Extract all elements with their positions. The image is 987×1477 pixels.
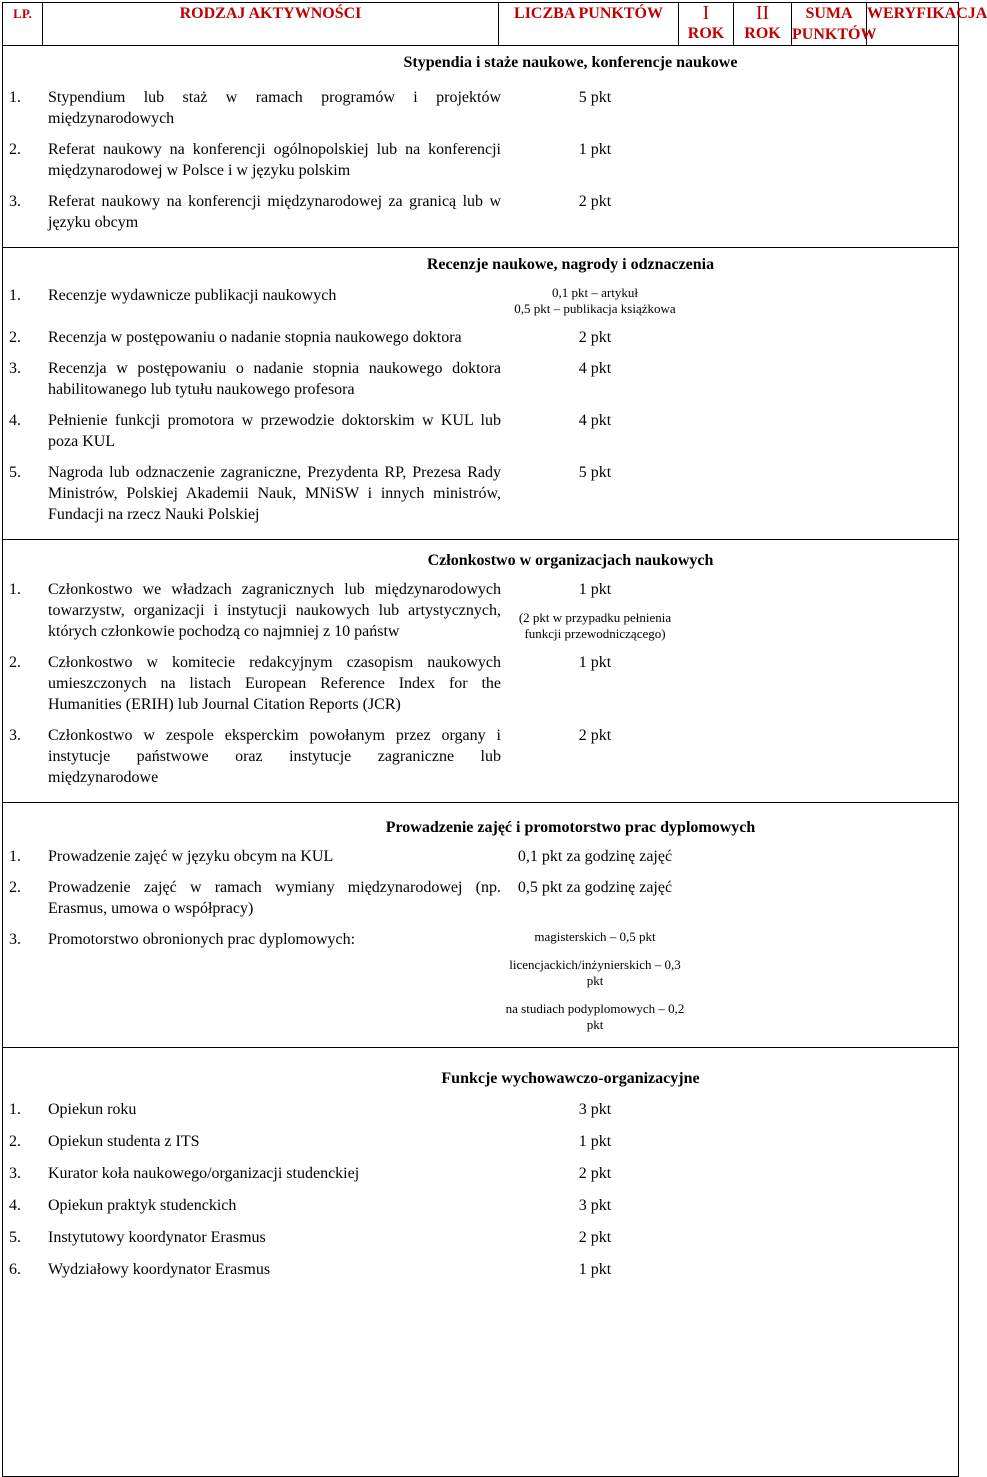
header-rodzaj: RODZAJ AKTYWNOŚCI (43, 3, 499, 46)
sections-container (3, 46, 958, 1280)
header-lp: LP. (3, 3, 43, 46)
activity-table (2, 2, 987, 1477)
item-number: 2. (9, 654, 21, 671)
item-points (501, 1099, 689, 1120)
item-number: 1. (9, 581, 21, 598)
item-text: Opiekun praktyk studenckich (48, 1197, 237, 1214)
item-number: 1. (9, 287, 21, 304)
header-suma-line2: PUNKTÓW (792, 26, 877, 43)
item-text: Nagroda lub odznaczenie zagraniczne, Prezydenta RP, Prezesa Rady Ministrów, Polskiej Akademii Nauk, MNiSW i innych ministrów, Fundacji na rzecz Nauki Polskiej (48, 464, 501, 523)
item-points (501, 462, 689, 525)
item-number: 1. (9, 1101, 21, 1118)
item-text: Kurator koła naukowego/organizacji studenckiej (48, 1165, 360, 1182)
section (3, 46, 958, 233)
item-points (501, 1163, 689, 1184)
item-points-value: 1 pkt (578, 654, 612, 671)
body-row (3, 46, 959, 1477)
item-number: 4. (9, 412, 21, 429)
list-item (3, 1099, 958, 1120)
item-number: 3. (9, 360, 21, 377)
item-points (501, 191, 689, 233)
section-title: Recenzje naukowe, nagrody i odznaczenia (426, 256, 715, 273)
item-points-value: 5 pkt (578, 464, 612, 481)
item-text: Wydziałowy koordynator Erasmus (48, 1261, 271, 1278)
header-rok2-label: ROK (744, 25, 781, 42)
header-rok1-label: ROK (687, 25, 725, 42)
item-number: 1. (9, 848, 21, 865)
item-points (501, 725, 689, 788)
item-points-value: 2 pkt (578, 727, 612, 744)
item-number: 3. (9, 931, 21, 948)
list-item (3, 1131, 958, 1152)
item-points-value: 2 pkt (578, 1229, 612, 1246)
item-points-note: 0,5 pkt – publikacja książkowa (514, 301, 676, 316)
item-number: 3. (9, 193, 21, 210)
item-text: Promotorstwo obronionych prac dyplomowych: (48, 931, 356, 948)
header-rok1-numeral: I (702, 2, 710, 24)
list-item (3, 725, 958, 788)
item-points (501, 327, 689, 348)
item-number: 2. (9, 329, 21, 346)
item-points-value: 2 pkt (578, 1165, 612, 1182)
list-item (3, 579, 958, 642)
list-item (3, 87, 958, 129)
header-row (3, 3, 959, 46)
item-points (501, 1131, 689, 1152)
item-points-value: 1 pkt (578, 581, 612, 598)
item-points (501, 929, 689, 1033)
list-item (3, 139, 958, 181)
item-points (501, 139, 689, 181)
item-number: 2. (9, 1133, 21, 1150)
item-points-value: magisterskich – 0,5 pkt (534, 929, 656, 944)
item-number: 3. (9, 1165, 21, 1182)
item-number: 5. (9, 464, 21, 481)
section (3, 539, 958, 788)
item-points-note: na studiach podyplomowych – 0,2 pkt (505, 1001, 685, 1032)
list-item (3, 191, 958, 233)
list-item (3, 358, 958, 400)
item-text: Członkostwo we władzach zagranicznych lub międzynarodowych towarzystw, organizacji i instytucji naukowych lub artystycznych, których członkowie pochodzą co najmniej z 10 państw (48, 581, 501, 640)
header-rok2 (734, 3, 792, 46)
item-text: Członkostwo w zespole eksperckim powołanym przez organy i instytucje państwowe oraz instytucje zagraniczne lub międzynarodowe (48, 727, 501, 786)
header-rok2-numeral: II (755, 2, 770, 24)
list-item (3, 1195, 958, 1216)
list-item (3, 652, 958, 715)
item-text: Pełnienie funkcji promotora w przewodzie doktorskim w KUL lub poza KUL (48, 412, 501, 450)
item-points-value: 4 pkt (578, 360, 612, 377)
item-points (501, 1227, 689, 1248)
header-suma (792, 3, 877, 46)
list-item (3, 1227, 958, 1248)
section (3, 247, 958, 525)
list-item (3, 285, 958, 317)
item-number: 1. (9, 89, 21, 106)
item-points-value: 1 pkt (578, 1133, 612, 1150)
item-points-value: 0,1 pkt – artykuł (552, 285, 638, 300)
item-points (501, 358, 689, 400)
item-number: 5. (9, 1229, 21, 1246)
item-points-value: 3 pkt (578, 1101, 612, 1118)
item-points (501, 579, 689, 642)
body-cell (3, 46, 959, 1477)
list-item (3, 410, 958, 452)
activity-points-document (2, 2, 987, 1471)
item-points (501, 846, 689, 867)
item-text: Recenzja w postępowaniu o nadanie stopnia naukowego doktora habilitowanego lub tytułu naukowego profesora (48, 360, 501, 398)
list-item (3, 877, 958, 919)
list-item (3, 929, 958, 1033)
item-points (501, 652, 689, 715)
item-text: Recenzja w postępowaniu o nadanie stopnia naukowego doktora (48, 329, 462, 346)
item-number: 2. (9, 879, 21, 896)
list-item (3, 846, 958, 867)
list-item (3, 327, 958, 348)
item-text: Referat naukowy na konferencji ogólnopolskiej lub na konferencji międzynarodowej w Polsce i w języku polskim (48, 141, 501, 179)
item-points-value: 5 pkt (578, 89, 612, 106)
header-suma-line1: SUMA (805, 5, 853, 22)
item-points-value: 3 pkt (578, 1197, 612, 1214)
section-title: Prowadzenie zajęć i promotorstwo prac dyplomowych (385, 819, 756, 836)
item-points-value: 2 pkt (578, 329, 612, 346)
header-liczba: LICZBA PUNKTÓW (499, 3, 679, 46)
header-weryfikacja: WERYFIKACJA (867, 3, 959, 46)
section (3, 802, 958, 1033)
section (3, 1047, 958, 1280)
item-points (501, 1195, 689, 1216)
list-item (3, 462, 958, 525)
item-points-value: 0,1 pkt za godzinę zajęć (517, 848, 673, 865)
item-points-note: (2 pkt w przypadku pełnienia funkcji przewodniczącego) (518, 610, 672, 641)
list-item (3, 1259, 958, 1280)
item-number: 3. (9, 727, 21, 744)
header-rok1 (679, 3, 734, 46)
item-points (501, 1259, 689, 1280)
section-title: Stypendia i staże naukowe, konferencje naukowe (403, 54, 738, 71)
list-item (3, 1163, 958, 1184)
item-text: Stypendium lub staż w ramach programów i projektów międzynarodowych (48, 89, 501, 127)
item-number: 4. (9, 1197, 21, 1214)
item-points-value: 2 pkt (578, 193, 612, 210)
item-points (501, 285, 689, 317)
item-text: Instytutowy koordynator Erasmus (48, 1229, 266, 1246)
item-points-value: 1 pkt (578, 1261, 612, 1278)
item-points (501, 87, 689, 129)
item-number: 6. (9, 1261, 21, 1278)
item-number: 2. (9, 141, 21, 158)
item-text: Członkostwo w komitecie redakcyjnym czasopism naukowych umieszczonych na listach European Reference Index for the Humanities (ERIH) lub Journal Citation Reports (JCR) (48, 654, 501, 713)
item-text: Opiekun studenta z ITS (48, 1133, 200, 1150)
item-points-value: 1 pkt (578, 141, 612, 158)
item-points-value: 0,5 pkt za godzinę zajęć (517, 879, 673, 896)
item-points (501, 410, 689, 452)
item-text: Referat naukowy na konferencji międzynarodowej za granicą lub w języku obcym (48, 193, 501, 231)
item-points-note: licencjackich/inżynierskich – 0,3 pkt (509, 957, 681, 988)
item-points (501, 877, 689, 919)
section-title: Funkcje wychowawczo-organizacyjne (441, 1070, 700, 1087)
item-text: Prowadzenie zajęć w ramach wymiany międzynarodowej (np. Erasmus, umowa o współpracy) (48, 879, 501, 917)
item-points-value: 4 pkt (578, 412, 612, 429)
item-text: Opiekun roku (48, 1101, 137, 1118)
section-title: Członkostwo w organizacjach naukowych (427, 552, 714, 569)
item-text: Prowadzenie zajęć w języku obcym na KUL (48, 848, 334, 865)
item-text: Recenzje wydawnicze publikacji naukowych (48, 287, 337, 304)
